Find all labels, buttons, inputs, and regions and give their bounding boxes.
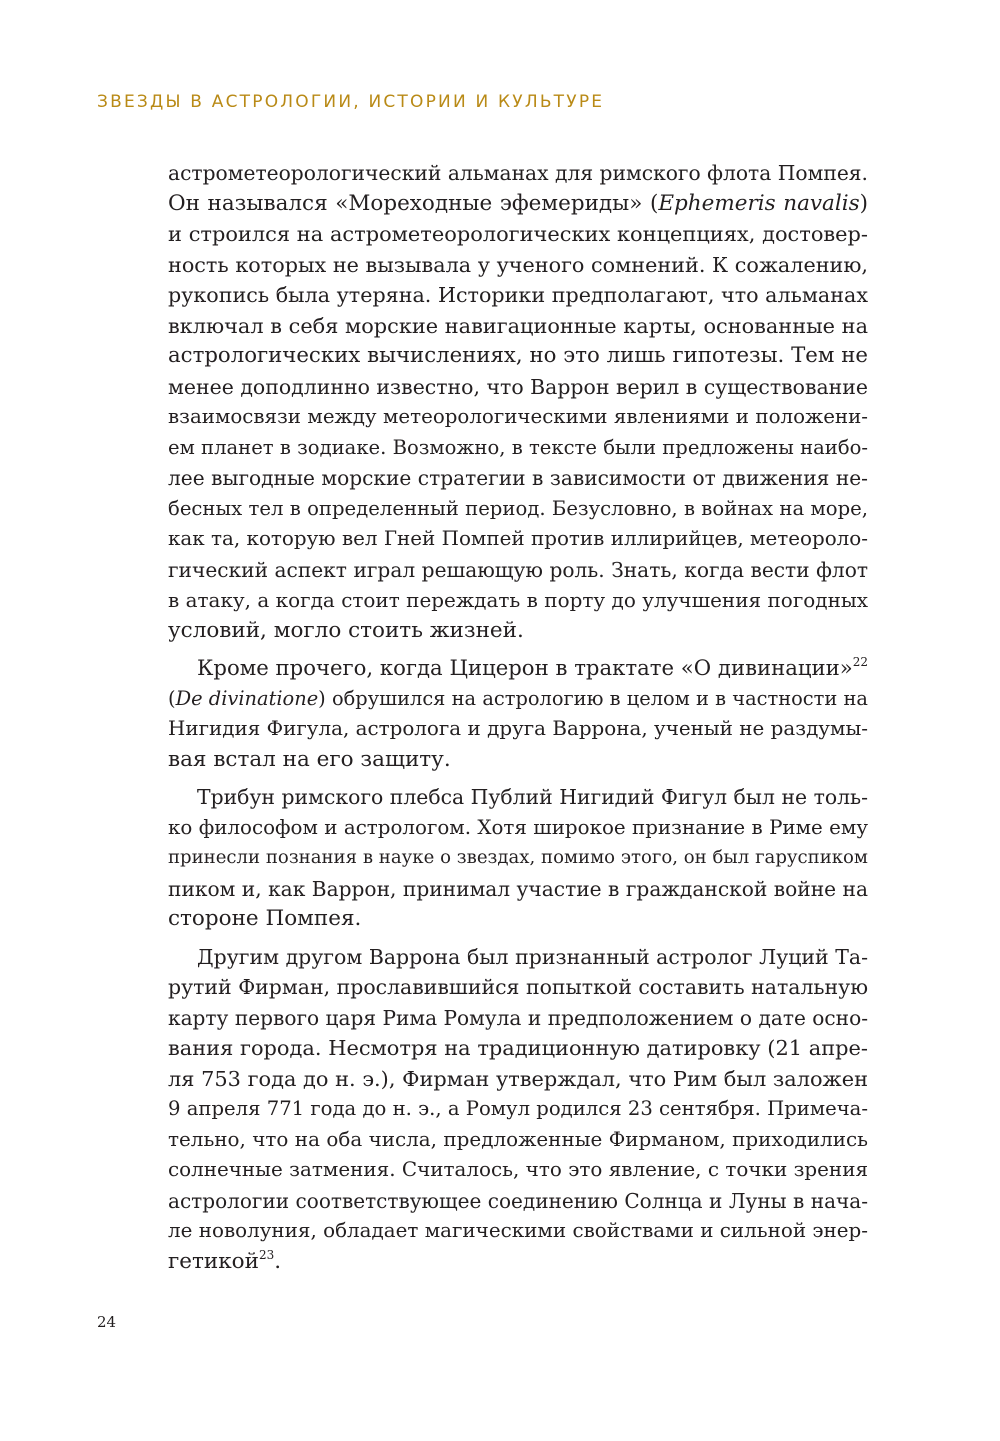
text-line: стороне Помпея. [168, 906, 362, 931]
text-line: астрометеорологический альманах для римского флота Помпея. [168, 161, 868, 185]
text-line: ко философом и астрологом. Хотя широкое признание в Риме ему [168, 815, 868, 839]
text-line: условий, могло стоить жизней. [168, 617, 524, 643]
text-line: вания города. Несмотря на традиционную датировку (21 апре- [168, 1036, 868, 1060]
text-line: Трибун римского плебса Публий Нигидий Фигул был не толь- [197, 785, 868, 809]
text-line: тельно, что на оба числа, предложенные Фирманом, приходились [168, 1127, 868, 1151]
body-text [168, 158, 868, 1277]
text-line: рукопись была утеряна. Историки предполагают, что альманах [168, 283, 868, 307]
text-line: взаимосвязи между метеорологическими явлениями и положени- [168, 405, 868, 428]
text-line: астрологии соответствующее соединению Солнца и Луны в нача- [168, 1188, 868, 1213]
text-line: Кроме прочего, когда Цицерон в трактате «О дивинации»$^{22}$ [197, 655, 868, 680]
text-line: ле новолуния, обладает магическими свойствами и сильной энер- [168, 1219, 868, 1242]
text-line: как та, которую вел Гней Помпей против иллирийцев, метеороло- [168, 527, 868, 550]
italic-term: De divinatione [175, 686, 319, 710]
text-line: ля 753 года до н. э.), Фирман утверждал, что Рим был заложен [168, 1066, 868, 1091]
text-line: включал в себя морские навигационные карты, основанные на [168, 313, 868, 338]
text-line: лее выгодные морские стратегии в зависимости от движения не- [168, 466, 868, 490]
text-line: солнечные затмения. Считалось, что это явление, с точки зрения [168, 1158, 868, 1181]
text-line: гический аспект играл решающую роль. Знать, когда вести флот [168, 557, 868, 582]
footnote-ref[interactable]: 22 [852, 655, 868, 669]
italic-term: Ephemeris navalis [658, 190, 860, 216]
text-line: в атаку, а когда стоит переждать в порту до улучшения погодных [168, 588, 868, 612]
text-line: 9 апреля 771 года до н. э., а Ромул родился 23 сентября. Примеча- [168, 1097, 868, 1120]
text-line: бесных тел в определенный период. Безусловно, в войнах на море, [168, 496, 868, 520]
footnote-ref[interactable]: 23 [258, 1247, 275, 1262]
text-line: Другим другом Варрона был признанный астролог Луций Та- [197, 944, 868, 969]
text-line: менее доподлинно известно, что Варрон верил в существование [168, 374, 868, 399]
text-line: вая встал на его защиту. [168, 746, 451, 772]
text-line: ность которых не вызывала у ученого сомнений. К сожалению, [168, 252, 868, 277]
text-line: астрологических вычислениях, но это лишь гипотезы. Тем не [168, 343, 868, 368]
text-line: пиком и, как Варрон, принимал участие в гражданской войне на [168, 876, 868, 901]
text-line: карту первого царя Рима Ромула и предположением о дате осно- [168, 1005, 868, 1030]
text-line: Нигидия Фигула, астролога и друга Варрона, ученый не раздумы- [168, 717, 868, 740]
text-line: рутий Фирман, прославившийся попыткой составить натальную [168, 975, 868, 999]
text-line: (De divinatione) обрушился на астрологию в целом и в частности на [168, 686, 868, 710]
text-line: и строился на астрометеорологических концепциях, достовер- [168, 222, 868, 246]
page-number: 24 [97, 1313, 117, 1331]
text-line: Он назывался «Мореходные эфемериды» (Ephemeris navalis) [168, 190, 868, 216]
running-head: ЗВЕЗДЫ В АСТРОЛОГИИ, ИСТОРИИ И КУЛЬТУРЕ [97, 92, 605, 112]
text-line: ем планет в зодиаке. Возможно, в тексте были предложены наибо- [168, 435, 868, 459]
text-line: принесли познания в науке о звездах, помимо этого, он был гаруспиком [168, 847, 868, 868]
text-line: гетикой$^{23}$. [168, 1247, 282, 1274]
